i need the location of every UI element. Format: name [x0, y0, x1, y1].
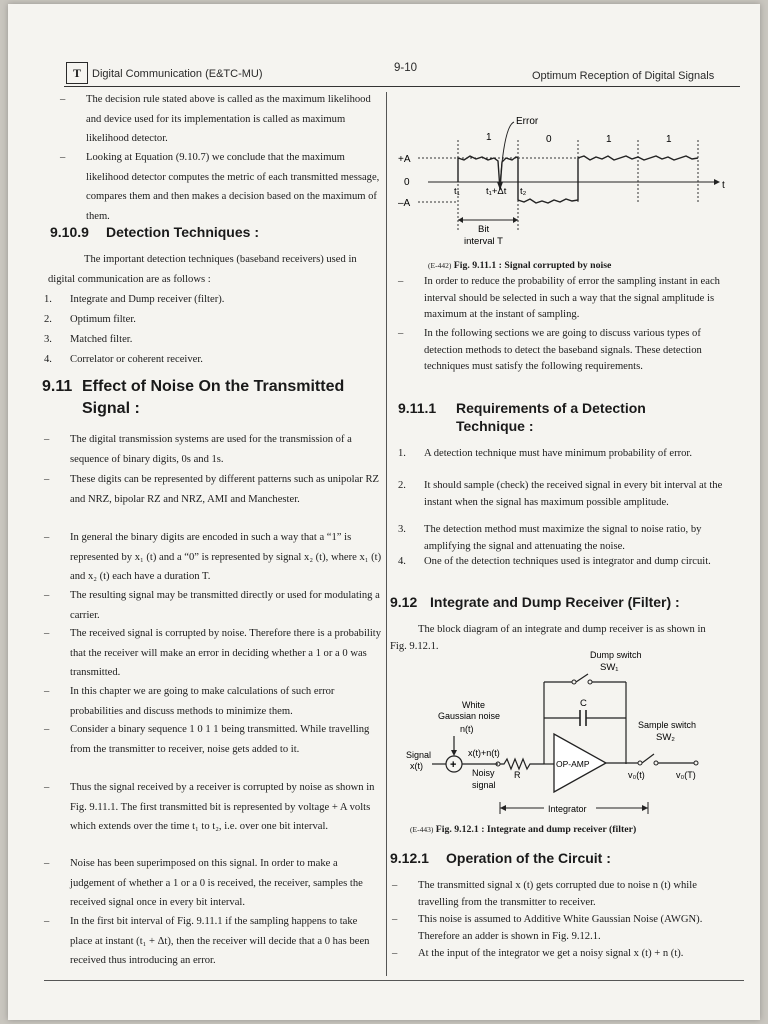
sum-label: x(t)+n(t) [468, 748, 500, 758]
list-item: – In order to reduce the probability of error the sampling instant in each interval should be selected in such a way that the signal amplitude is maximum at the instant of sampling. [398, 276, 720, 320]
integrator-label: Integrator [548, 804, 587, 814]
header-book-title: Digital Communication (E&TC-MU) [92, 68, 263, 80]
list-item: 4. Correlator or coherent receiver. [44, 354, 203, 365]
list-item: 3. Matched filter. [44, 334, 133, 345]
bit-value: 0 [546, 134, 552, 145]
figure-caption: (E-443) Fig. 9.12.1 : Integrate and dump receiver (filter) [410, 824, 637, 835]
list-item: – The transmitted signal x (t) gets corrupted due to noise n (t) while travelling from the transmitter to receiver. [392, 880, 697, 908]
list-item: 4. One of the detection techniques used is integrator and dump circuit. [398, 556, 711, 567]
list-item: – Thus the signal received by a receiver is corrupted by noise as shown in Fig. 9.11.1. The first transmitted bit is represented by voltage + A volts which extends over the time t₁ to t₂, i.e. over one bit interval. [44, 782, 375, 832]
header-chapter-title: Optimum Reception of Digital Signals [532, 70, 715, 82]
section-heading: 9.11.1 Requirements of a Detection Technique : [398, 400, 646, 434]
signal-label: Signal [406, 750, 432, 760]
header-page-number: 9-10 [394, 62, 418, 74]
list-item: 2. Optimum filter. [44, 314, 136, 325]
resistor-label: R [514, 770, 521, 780]
sw1-label: SW₁ [600, 662, 619, 673]
publisher-logo: T [66, 62, 88, 84]
t2-label: t₂ [520, 186, 527, 197]
integrate-dump-receiver-figure [394, 644, 740, 820]
list-item: – In the first bit interval of Fig. 9.11.1 if the sampling happens to take place at instant (t₁ + Δt), then the receiver will decide that a 0 has been received thus introducing an error. [44, 916, 370, 966]
section-heading: 9.12.1 Operation of the Circuit : [390, 850, 611, 866]
list-item: – These digits can be represented by different patterns such as unipolar RZ and NRZ, bipolar RZ and NRZ, AMI and Manchester. [44, 474, 379, 505]
bit-value: 1 [486, 132, 492, 143]
dump-switch-label: Dump switch [590, 650, 642, 660]
input-xt-label: x(t) [410, 761, 423, 771]
header-rule [64, 86, 740, 87]
time-axis-label: t [722, 180, 725, 191]
bit-interval-label: Bit [478, 224, 490, 235]
list-item: – In general the binary digits are encoded in such a way that a “1” is represented by x₁ (t) and a “0” is represented by signal x₂ (t), where x₁ (t) and x₂ (t) each have a duration T. [44, 532, 382, 582]
column-divider [386, 92, 387, 976]
list-item: – Noise has been superimposed on this signal. In order to make a judgement of whether a 1 or a 0 is received, the receiver, samples the received signal once in every bit interval. [44, 858, 363, 908]
vo-T-label: v₀(T) [676, 770, 696, 780]
list-item: – Consider a binary sequence 1 0 1 1 being transmitted. While travelling from the transmitter to receiver, noise gets added to it. [44, 724, 370, 755]
list-item: 2. It should sample (check) the received signal in every bit interval at the instant when the signal has maximum possible amplitude. [398, 480, 723, 508]
zero-label: 0 [404, 177, 410, 188]
list-item: – The received signal is corrupted by noise. Therefore there is a probability that the receiver will make an error in deciding whether a 1 or a 0 was transmitted. [44, 628, 382, 678]
white-label: White [462, 700, 486, 710]
noise-nt-label: n(t) [460, 724, 474, 734]
noisy-signal-label: signal [472, 780, 496, 790]
t1-dt-label: t₁+Δt [486, 186, 507, 197]
noise-corrupted-signal-figure [392, 100, 738, 252]
list-item: 1. A detection technique must have minimum probability of error. [398, 448, 693, 459]
capacitor-label: C [580, 698, 587, 709]
list-item: – This noise is assumed to Additive White Gaussian Noise (AWGN). Therefore an adder is shown in Fig. 9.12.1. [392, 914, 703, 942]
op-amp-label: OP-AMP [556, 759, 590, 769]
book-page [8, 4, 760, 1020]
minus-a-label: –A [398, 198, 411, 209]
paragraph: The important detection techniques (baseband receivers) used in digital communication are as follows : [48, 254, 357, 285]
figure-caption: (E-442) Fig. 9.11.1 : Signal corrupted by noise [428, 260, 612, 271]
list-item: – At the input of the integrator we get a noisy signal x (t) + n (t). [392, 948, 684, 959]
list-item: 3. The detection method must maximize the signal to noise ratio, by amplifying the signal and attenuating the noise. [398, 524, 702, 552]
bit-interval-label: interval T [464, 236, 503, 247]
paragraph: The block diagram of an integrate and dump receiver is as shown in Fig. 9.12.1. [390, 624, 706, 652]
list-item: – Looking at Equation (9.10.7) we conclude that the maximum likelihood detector computes the metric of each transmitted message, compares them and then makes a decision based on the maximum of them. [60, 152, 380, 222]
sw2-label: SW₂ [656, 732, 675, 743]
list-item: – The digital transmission systems are used for the transmission of a sequence of binary digits, 0s and 1s. [44, 434, 352, 465]
noisy-label: Noisy [472, 768, 495, 778]
bit-value: 1 [666, 134, 672, 145]
error-label: Error [516, 116, 539, 127]
list-item: – The decision rule stated above is called as the maximum likelihood and device used for its implementation is called as maximum likelihood detector. [60, 94, 371, 144]
sample-switch-label: Sample switch [638, 720, 697, 730]
footer-rule [44, 980, 744, 981]
list-item: – The resulting signal may be transmitted directly or used for modulating a carrier. [44, 590, 380, 621]
list-item: – In this chapter we are going to make calculations of such error probabilities and discuss methods to minimize them. [44, 686, 335, 717]
list-item: – In the following sections we are going to discuss various types of detection methods to detect the baseband signals. These detection techniques must satisfy the following requirements. [398, 328, 702, 372]
t1-label: t₁ [454, 186, 460, 197]
plus-a-label: +A [398, 154, 411, 165]
gaussian-noise-label: Gaussian noise [438, 711, 501, 721]
section-heading: 9.12 Integrate and Dump Receiver (Filter) : [390, 594, 680, 610]
svg-text:+: + [450, 759, 457, 771]
vo-t-label: v₀(t) [628, 770, 645, 780]
section-heading: 9.10.9 Detection Techniques : [50, 224, 259, 240]
list-item: 1. Integrate and Dump receiver (filter). [44, 294, 225, 305]
bit-value: 1 [606, 134, 612, 145]
section-heading: 9.11 Effect of Noise On the Transmitted Signal : [42, 378, 345, 417]
